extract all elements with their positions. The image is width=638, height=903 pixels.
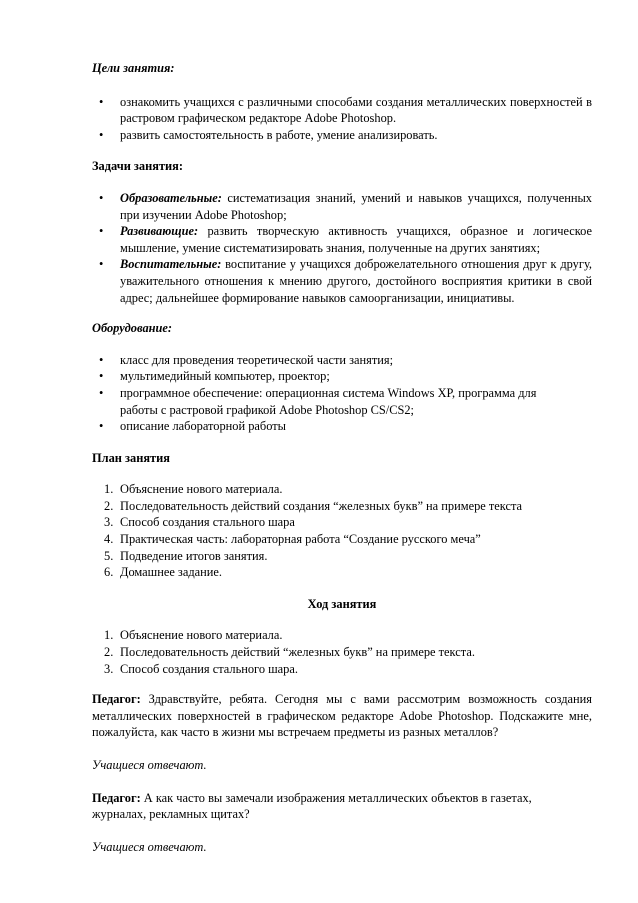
bullet-icon: • <box>99 94 104 109</box>
course-heading: Ход занятия <box>307 596 377 611</box>
list-item: 4. Практическая часть: лабораторная работа “Создание русского меча” <box>104 532 481 547</box>
list-item: • Развивающие: развить творческую активность учащихся, образное и логическое мышление, умение систематизировать знания, полученные на других занятиях; <box>99 224 592 255</box>
equipment-list <box>92 352 592 435</box>
bullet-icon: • <box>99 369 104 384</box>
list-item: • мультимедийный компьютер, проектор; <box>99 369 330 384</box>
teacher-paragraph: Педагог: А как часто вы замечали изображения металлических объектов в газетах, журналах, рекламных щитах? <box>92 790 532 822</box>
bullet-icon: • <box>99 385 104 400</box>
list-item: 1. Объяснение нового материала. <box>104 628 283 643</box>
students-answer-note: Учащиеся отвечают. <box>92 839 207 854</box>
course-list <box>92 627 592 677</box>
plan-list <box>92 481 592 581</box>
tasks-list <box>92 190 592 306</box>
equipment-heading: Оборудование: <box>92 321 173 336</box>
teacher-paragraph: Педагог: Здравствуйте, ребята. Сегодня мы с вами рассмотрим возможность создания металлических поверхностей в графическом редакторе Adobe Photoshop. Подскажите мне, пожалуйста, как часто в жизни мы встречаем предметы из разных металлов? <box>92 692 592 740</box>
list-item: • ознакомить учащихся с различными способами создания металлических поверхностей в растровом графическом редакторе Adobe Photoshop. <box>99 94 592 126</box>
list-item: 3. Способ создания стального шара <box>104 515 295 530</box>
list-item: 5. Подведение итогов занятия. <box>104 548 268 563</box>
list-item: 6. Домашнее задание. <box>104 565 222 580</box>
list-item: • Образовательные: систематизация знаний, умений и навыков учащихся, полученных при изучении Adobe Photoshop; <box>99 190 592 222</box>
students-answer-note: Учащиеся отвечают. <box>92 758 207 772</box>
list-item: • класс для проведения теоретической части занятия; <box>99 352 394 367</box>
list-item: 3. Способ создания стального шара. <box>104 661 298 676</box>
list-item: • программное обеспечение: операционная система Windows XP, программа для работы с растровой графикой Adobe Photoshop CS/CS2; <box>99 385 537 417</box>
list-item: 2. Последовательность действий создания “железных букв” на примере текста <box>104 498 523 513</box>
goals-heading: Цели занятия: <box>92 61 175 75</box>
list-item: • Воспитательные: воспитание у учащихся доброжелательного отношения друг к другу, уважительного отношения к мнению другого, достойного восприятия критики в свой адрес; дальнейшее формирование навыков самоорганизации, инициативы. <box>99 257 592 305</box>
list-item: 1. Объяснение нового материала. <box>104 482 283 497</box>
list-item: • описание лабораторной работы <box>99 419 286 434</box>
plan-heading: План занятия <box>92 450 170 465</box>
bullet-icon: • <box>99 257 104 272</box>
bullet-icon: • <box>99 127 104 142</box>
goals-list <box>92 94 592 144</box>
bullet-icon: • <box>99 352 104 367</box>
list-item: • развить самостоятельность в работе, умение анализировать. <box>99 127 438 142</box>
list-item: 2. Последовательность действий “железных букв” на примере текста. <box>104 645 475 660</box>
bullet-icon: • <box>99 224 104 239</box>
bullet-icon: • <box>99 190 104 205</box>
bullet-icon: • <box>99 419 104 434</box>
tasks-heading: Задачи занятия: <box>92 159 183 174</box>
document-page <box>92 60 592 855</box>
